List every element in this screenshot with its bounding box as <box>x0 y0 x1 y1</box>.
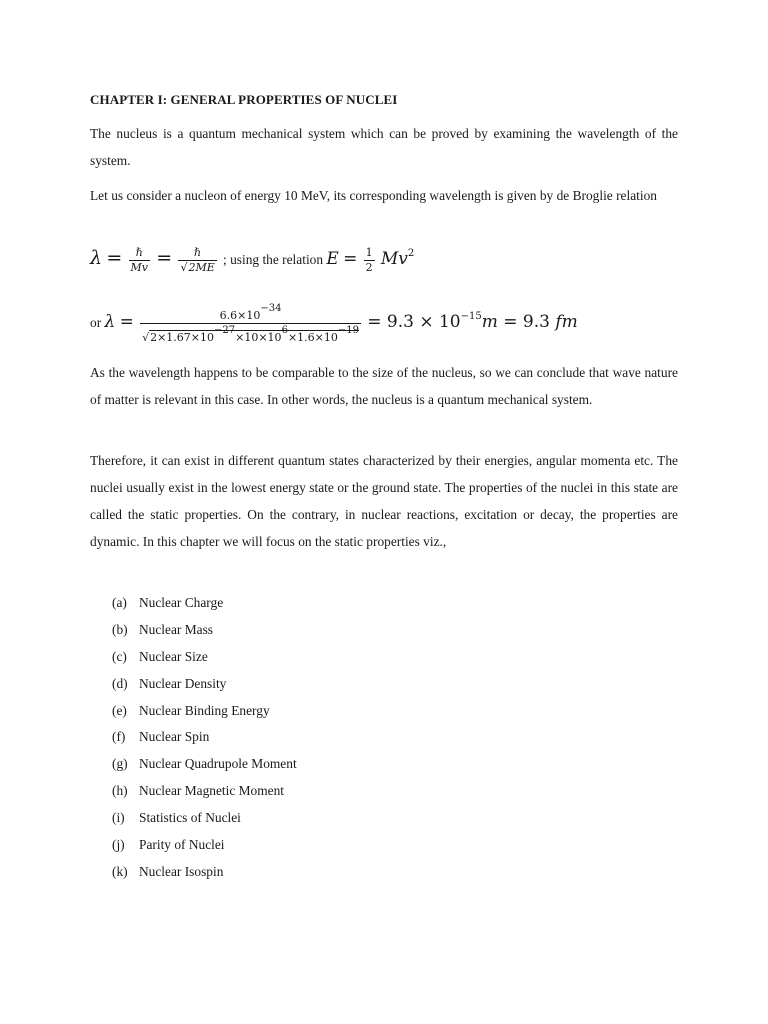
list-label: Nuclear Isospin <box>139 863 224 879</box>
list-marker: (k) <box>112 863 128 879</box>
list-label: Nuclear Size <box>139 648 208 664</box>
fraction-numerator: ℏ <box>194 246 202 259</box>
list-item <box>112 724 297 751</box>
fraction-numerator: $6.6\times 10^{-34}$ <box>219 303 282 322</box>
list-label: Nuclear Binding Energy <box>139 702 270 718</box>
energy-symbol: E <box>326 249 339 269</box>
fraction-denominator: Mv <box>130 261 148 274</box>
list-label: Nuclear Charge <box>139 595 224 610</box>
list-marker: (e) <box>112 702 127 718</box>
list-item <box>112 644 297 671</box>
list-marker: (h) <box>112 783 128 799</box>
list-label: Nuclear Spin <box>139 729 210 745</box>
list-marker: (a) <box>112 595 127 610</box>
list-label: Nuclear Mass <box>139 621 213 637</box>
paragraph-wave-nature: As the wavelength happens to be comparable to the size of the nucleus, so we can conclude that wave nature of matter is relevant in this case. In other words, the nucleus is a quantum mechanical system. <box>90 365 678 407</box>
equation-de-broglie <box>90 246 414 275</box>
list-marker: (d) <box>112 675 128 691</box>
list-marker: (f) <box>112 729 126 745</box>
sqrt-content: 2ME <box>188 261 215 274</box>
static-properties-list <box>112 590 297 886</box>
fraction-h-over-sqrt <box>178 246 216 275</box>
list-label: Statistics of Nuclei <box>139 810 241 826</box>
list-item <box>112 778 297 805</box>
result-exponent: −15 <box>460 311 482 322</box>
paragraph-quantum-states: Therefore, it can exist in different quantum states characterized by their energies, angular momenta etc. The nuclei usually exist in the lowest energy state or the ground state. The properties of the nuclei in this state are called the static properties. On the contrary, in nuclear reactions, excitation or decay, the properties are dynamic. In this chapter we will focus on the static properties viz., <box>90 453 678 549</box>
list-item <box>112 671 297 698</box>
lambda-symbol: λ <box>104 312 116 332</box>
list-item <box>112 751 297 778</box>
list-item <box>112 805 297 832</box>
unit-fm: fm <box>555 312 578 332</box>
list-item <box>112 590 297 617</box>
list-marker: (j) <box>112 837 125 853</box>
lambda-symbol: λ <box>90 247 103 269</box>
fraction-wavelength <box>140 302 361 345</box>
fraction-half <box>364 246 375 275</box>
equals-sign: = <box>106 247 123 269</box>
fraction-denominator: √2ME <box>180 261 215 274</box>
list-item <box>112 617 297 644</box>
or-text: or <box>90 315 105 330</box>
result-value: = 9.3 × 10 <box>367 312 461 332</box>
paragraph-intro: The nucleus is a quantum mechanical system which can be proved by examining the wavelength of the system. <box>90 126 678 168</box>
exponent: 2 <box>407 248 415 259</box>
equals-sign: = <box>343 249 358 269</box>
list-marker: (g) <box>112 756 128 772</box>
fraction-denominator: $√2\times 1.67\times 10^{-27}\times 10\times 10^6\times 1.6\times 10^{-19}$ <box>142 325 359 344</box>
fraction-numerator: ℏ <box>135 246 143 259</box>
equation-wavelength-value <box>90 302 578 345</box>
equation-text: ; using the relation <box>223 252 327 267</box>
fraction-numerator: 1 <box>365 246 373 259</box>
equals-sign: = <box>119 312 134 332</box>
list-item <box>112 859 297 886</box>
list-marker: (c) <box>112 648 127 664</box>
equals-sign: = <box>156 247 173 269</box>
result-value-fm: = 9.3 <box>497 312 556 332</box>
list-label: Nuclear Quadrupole Moment <box>139 756 297 772</box>
mv-term: Mv <box>380 249 408 269</box>
list-marker: (i) <box>112 810 125 826</box>
fraction-h-over-mv <box>129 246 150 275</box>
list-label: Nuclear Density <box>139 675 227 691</box>
chapter-title: CHAPTER I: GENERAL PROPERTIES OF NUCLEI <box>90 92 398 107</box>
fraction-denominator: 2 <box>365 261 373 274</box>
paragraph-nucleon: Let us consider a nucleon of energy 10 MeV, its corresponding wavelength is given by de Broglie relation <box>90 188 657 203</box>
list-label: Parity of Nuclei <box>139 837 225 853</box>
list-marker: (b) <box>112 621 128 637</box>
list-item <box>112 698 297 725</box>
list-label: Nuclear Magnetic Moment <box>139 783 285 799</box>
unit-m: m <box>481 312 498 332</box>
list-item <box>112 832 297 859</box>
